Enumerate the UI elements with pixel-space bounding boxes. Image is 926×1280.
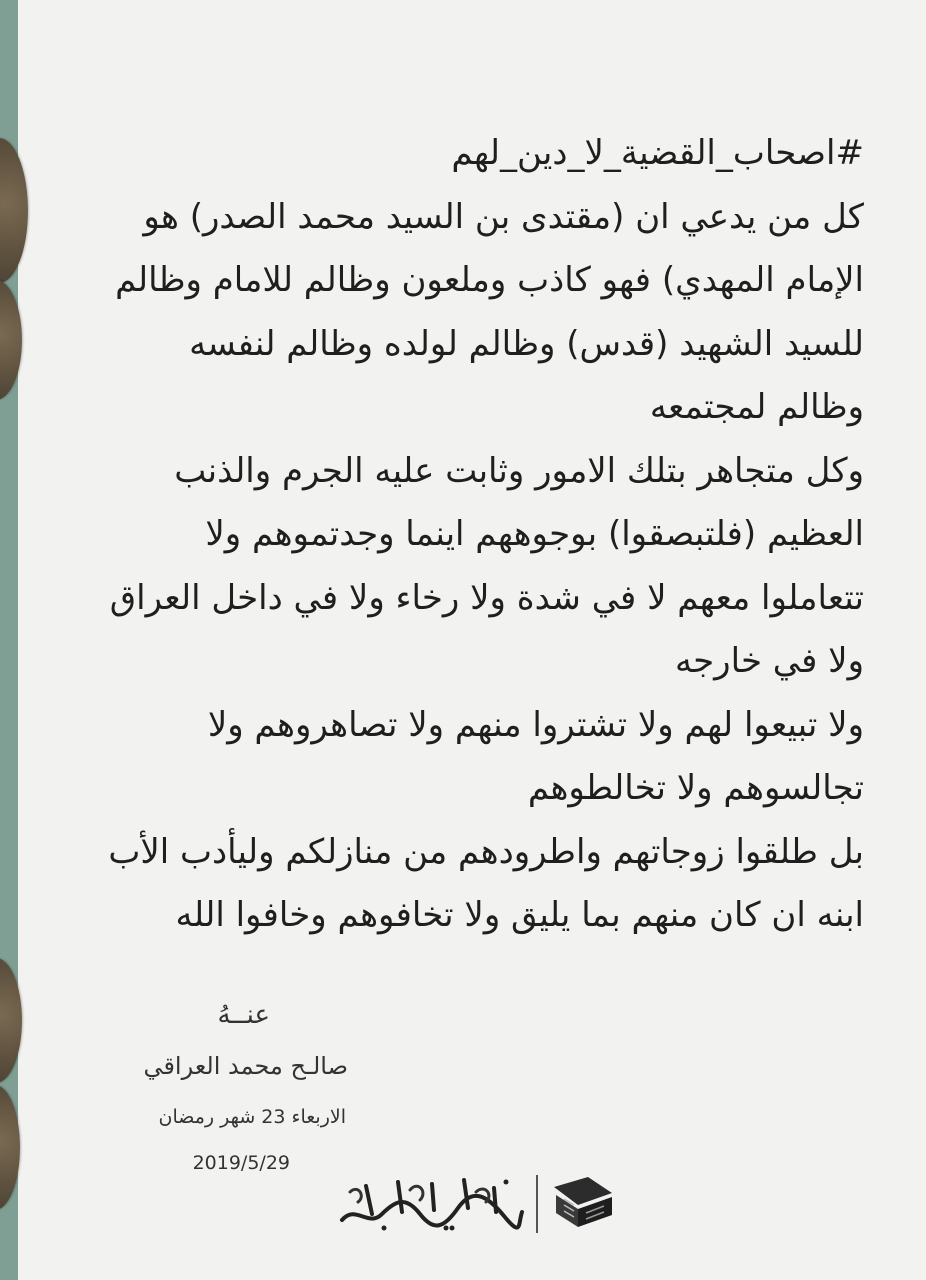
calligraphy-logo-icon bbox=[336, 1174, 526, 1234]
logo-divider bbox=[536, 1175, 538, 1233]
book-emblem-icon bbox=[548, 1173, 618, 1235]
body-line: وكل متجاهر بتلك الامور وثابت عليه الجرم والذنب bbox=[174, 450, 864, 491]
statement-body bbox=[64, 122, 864, 948]
hashtag-heading: #اصحاب_القضية_لا_دين_لهم bbox=[451, 133, 864, 173]
body-line: للسيد الشهيد (قدس) وظالم لولده وظالم لنفسه bbox=[189, 323, 864, 364]
body-line: ابنه ان كان منهم بما يليق ولا تخافوهم وخافوا الله bbox=[175, 895, 864, 935]
body-line: وظالم لمجتمعه bbox=[649, 387, 864, 427]
body-line: بل طلقوا زوجاتهم واطرودهم من منازلكم وليأدب الأب bbox=[108, 831, 864, 872]
body-line: الإمام المهدي) فهو كاذب وملعون وظالم للامام وظالم bbox=[115, 260, 864, 300]
decorative-disc bbox=[0, 958, 22, 1083]
signature-name: صالـح محمد العراقي bbox=[143, 1052, 348, 1080]
body-line: العظيم (فلتبصقوا) بوجوههم اينما وجدتموهم ولا bbox=[205, 514, 864, 554]
author-logo bbox=[336, 1168, 618, 1240]
body-line: ولا في خارجه bbox=[674, 641, 864, 681]
body-line: تجالسوهم ولا تخالطوهم bbox=[527, 768, 864, 808]
body-line: ولا تبيعوا لهم ولا تشتروا منهم ولا تصاهروهم ولا bbox=[207, 704, 864, 745]
signature-anhu: عنــهُ bbox=[217, 1000, 270, 1030]
body-line: تتعاملوا معهم لا في شدة ولا رخاء ولا في داخل العراق bbox=[109, 577, 864, 618]
signature-hijri-date: الاربعاء 23 شهر رمضان bbox=[158, 1106, 346, 1128]
decorative-disc bbox=[0, 280, 22, 400]
body-line: كل من يدعي ان (مقتدى بن السيد محمد الصدر) هو bbox=[143, 196, 864, 237]
signature-gregorian-date: 2019/5/29 bbox=[192, 1152, 290, 1174]
decorative-disc bbox=[0, 138, 28, 283]
